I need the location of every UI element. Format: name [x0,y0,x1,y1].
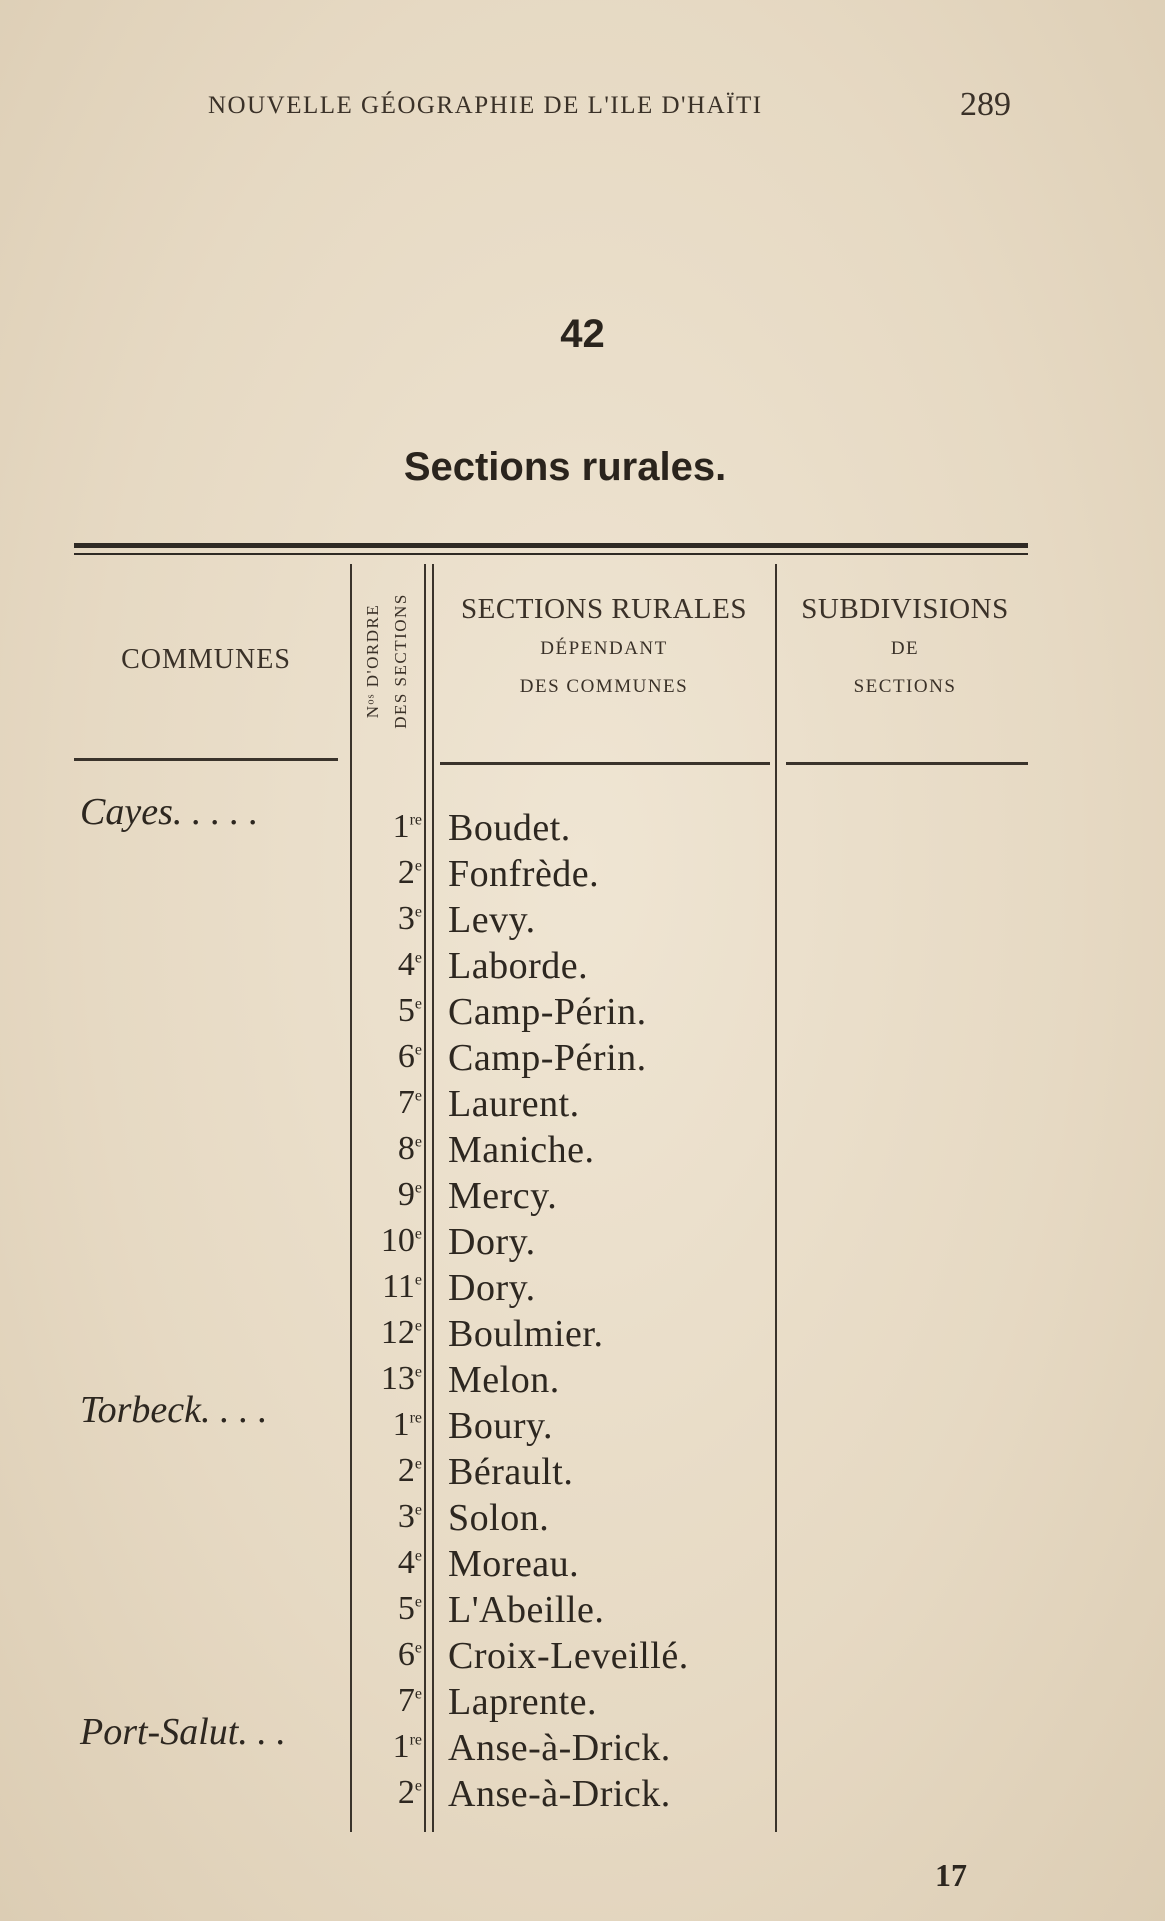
table-row [0,946,1165,992]
section-order-number: 6e [397,1636,422,1673]
section-name: Dory. [448,1221,536,1263]
header-order-line1: Nᵒˢ D'ORDRE [363,603,382,719]
section-name: Mercy. [448,1175,558,1217]
section-name: Boury. [448,1405,554,1447]
section-name: L'Abeille. [448,1589,605,1631]
section-name: Bérault. [448,1451,574,1493]
section-name: Boulmier. [448,1313,604,1355]
header-underline [440,762,770,765]
table-row [0,1084,1165,1130]
section-name: Boudet. [448,807,571,849]
section-order-number: 1re [392,1406,422,1443]
table-row [0,1268,1165,1314]
section-order-number: 5e [397,992,422,1029]
section-order-number: 10e [380,1222,422,1259]
table-number: 42 [560,312,605,356]
section-order-number: 11e [382,1268,422,1305]
section-order-number: 9e [397,1176,422,1213]
table-row [0,1774,1165,1820]
section-name: Maniche. [448,1129,595,1171]
section-name: Camp-Périn. [448,1037,647,1079]
table-row [0,1498,1165,1544]
header-underline [74,758,338,761]
table-row [0,1130,1165,1176]
section-order-number: 4e [397,1544,422,1581]
header-sections-rurales [434,593,774,698]
table-title: Sections rurales. [403,445,727,489]
header-subdiv-line3: SECTIONS [853,676,957,697]
header-sections-line2: DÉPENDANT [540,638,668,659]
header-subdiv-line2: DE [890,638,920,659]
table-row [0,1636,1165,1682]
section-order-number: 5e [397,1590,422,1627]
table-row [0,900,1165,946]
section-name: Camp-Périn. [448,991,647,1033]
table-row [0,992,1165,1038]
table-row [0,1176,1165,1222]
section-order-number: 6e [397,1038,422,1075]
section-name: Laborde. [448,945,589,987]
table-row [0,1038,1165,1084]
section-name: Fonfrède. [448,853,600,895]
section-order-number: 2e [397,1774,422,1811]
section-order-number: 3e [397,900,422,937]
section-order-number: 4e [397,946,422,983]
section-name: Laprente. [448,1681,598,1723]
section-name: Anse-à-Drick. [448,1727,671,1769]
section-name: Croix-Leveillé. [448,1635,689,1677]
section-order-number: 1re [392,808,422,845]
signature-mark: 17 [935,1857,967,1893]
table-row [0,1314,1165,1360]
table-row [0,854,1165,900]
section-order-number: 13e [380,1360,422,1397]
section-name: Melon. [448,1359,560,1401]
section-order-number: 1re [392,1728,422,1765]
table-row [0,1222,1165,1268]
table-row [0,1590,1165,1636]
header-order-line2: DES SECTIONS [391,593,410,729]
table-top-rule-thin [74,553,1028,555]
section-order-number: 7e [397,1682,422,1719]
header-subdiv-line1: SUBDIVISIONS [801,593,1009,625]
table-row [0,1452,1165,1498]
header-underline [786,762,1028,765]
table-top-rule [74,543,1028,548]
section-name: Laurent. [448,1083,580,1125]
header-sections-line3: DES COMMUNES [519,676,689,697]
section-order-number: 3e [397,1498,422,1535]
section-name: Levy. [448,899,536,941]
header-subdivisions [780,593,1030,698]
section-order-number: 7e [397,1084,422,1121]
header-sections-line1: SECTIONS RURALES [461,593,747,625]
section-name: Anse-à-Drick. [448,1773,671,1815]
table-row [0,1711,1165,1774]
commune-name: Cayes. . . . . [80,791,259,833]
commune-name: Port-Salut. . . [80,1711,286,1753]
table-row [0,791,1165,854]
page-number: 289 [960,86,1011,123]
section-order-number: 2e [397,1452,422,1489]
table-row [0,1389,1165,1452]
header-order-numbers [350,566,424,756]
header-communes: COMMUNES [121,644,291,675]
section-name: Dory. [448,1267,536,1309]
section-name: Solon. [448,1497,550,1539]
section-order-number: 8e [397,1130,422,1167]
running-head: NOUVELLE GÉOGRAPHIE DE L'ILE D'HAÏTI [208,92,763,119]
commune-name: Torbeck. . . . [80,1389,268,1431]
section-name: Moreau. [448,1543,580,1585]
section-order-number: 12e [380,1314,422,1351]
table-row [0,1544,1165,1590]
section-order-number: 2e [397,854,422,891]
